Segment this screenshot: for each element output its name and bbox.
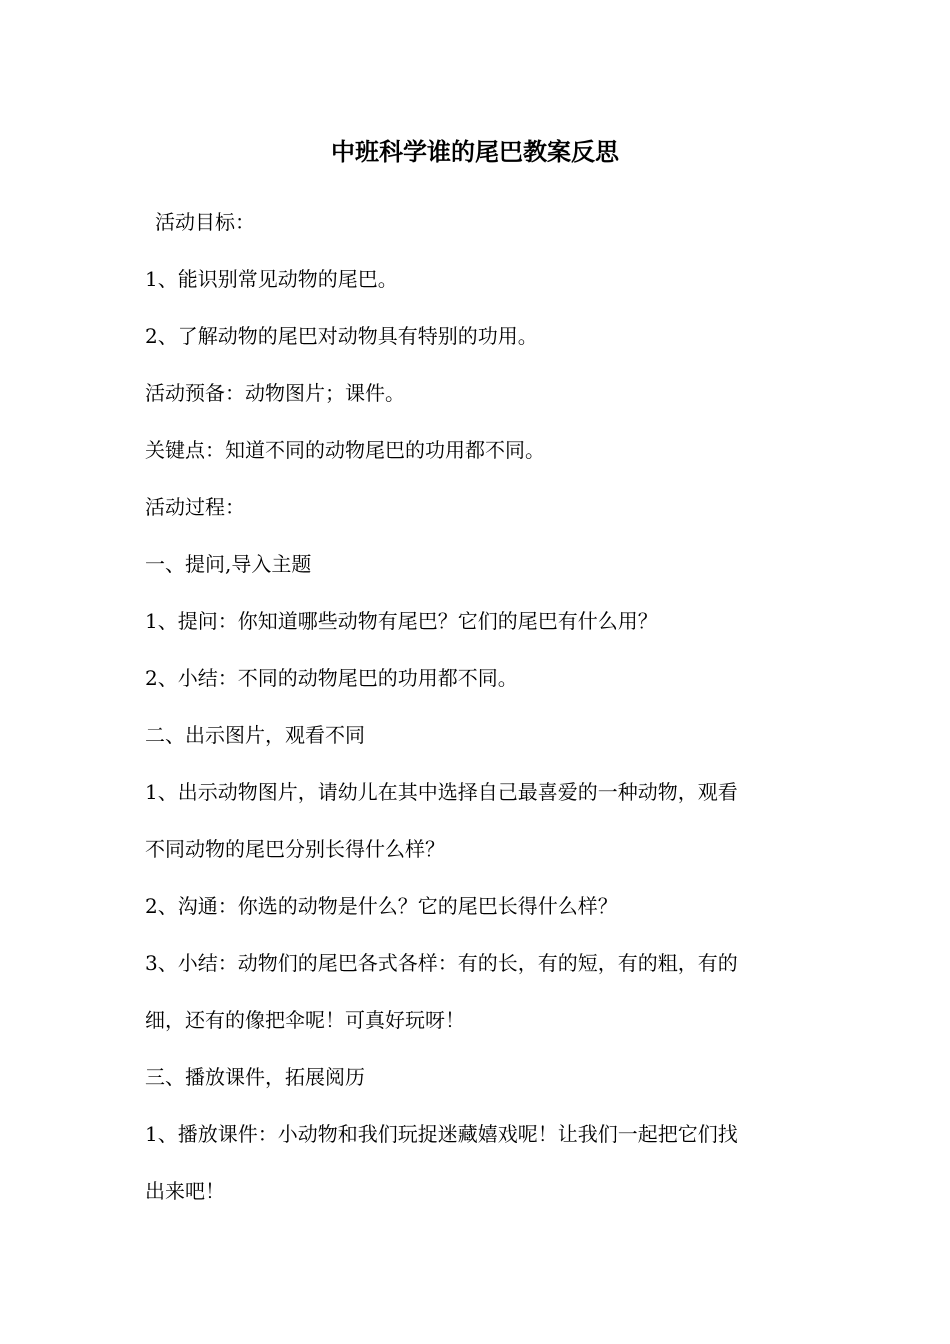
section-heading-goals: 活动目标： <box>155 210 255 234</box>
paragraph-line: 1、出示动物图片，请幼儿在其中选择自己最喜爱的一种动物，观看 <box>145 780 738 804</box>
paragraph-line: 一、提问,导入主题 <box>145 552 312 576</box>
paragraph-line: 1、提问：你知道哪些动物有尾巴？它们的尾巴有什么用？ <box>145 609 658 633</box>
paragraph-line: 细，还有的像把伞呢！可真好玩呀！ <box>145 1008 465 1032</box>
paragraph-line: 二、出示图片，观看不同 <box>145 723 365 747</box>
paragraph-line: 2、小结：不同的动物尾巴的功用都不同。 <box>145 666 518 690</box>
paragraph-line: 不同动物的尾巴分别长得什么样？ <box>145 837 445 861</box>
paragraph-line: 活动预备：动物图片；课件。 <box>145 381 405 405</box>
paragraph-line: 出来吧！ <box>145 1179 225 1203</box>
paragraph-line: 1、播放课件：小动物和我们玩捉迷藏嬉戏呢！让我们一起把它们找 <box>145 1122 738 1146</box>
paragraph-line: 三、播放课件，拓展阅历 <box>145 1065 365 1089</box>
paragraph-line: 关键点：知道不同的动物尾巴的功用都不同。 <box>145 438 545 462</box>
paragraph-line: 3、小结：动物们的尾巴各式各样：有的长，有的短，有的粗，有的 <box>145 951 738 975</box>
paragraph-line: 2、了解动物的尾巴对动物具有特别的功用。 <box>145 324 538 348</box>
paragraph-line: 1、能识别常见动物的尾巴。 <box>145 267 398 291</box>
paragraph-line: 2、沟通：你选的动物是什么？它的尾巴长得什么样？ <box>145 894 618 918</box>
section-heading-process: 活动过程： <box>145 495 245 519</box>
document-title: 中班科学谁的尾巴教案反思 <box>331 137 619 166</box>
